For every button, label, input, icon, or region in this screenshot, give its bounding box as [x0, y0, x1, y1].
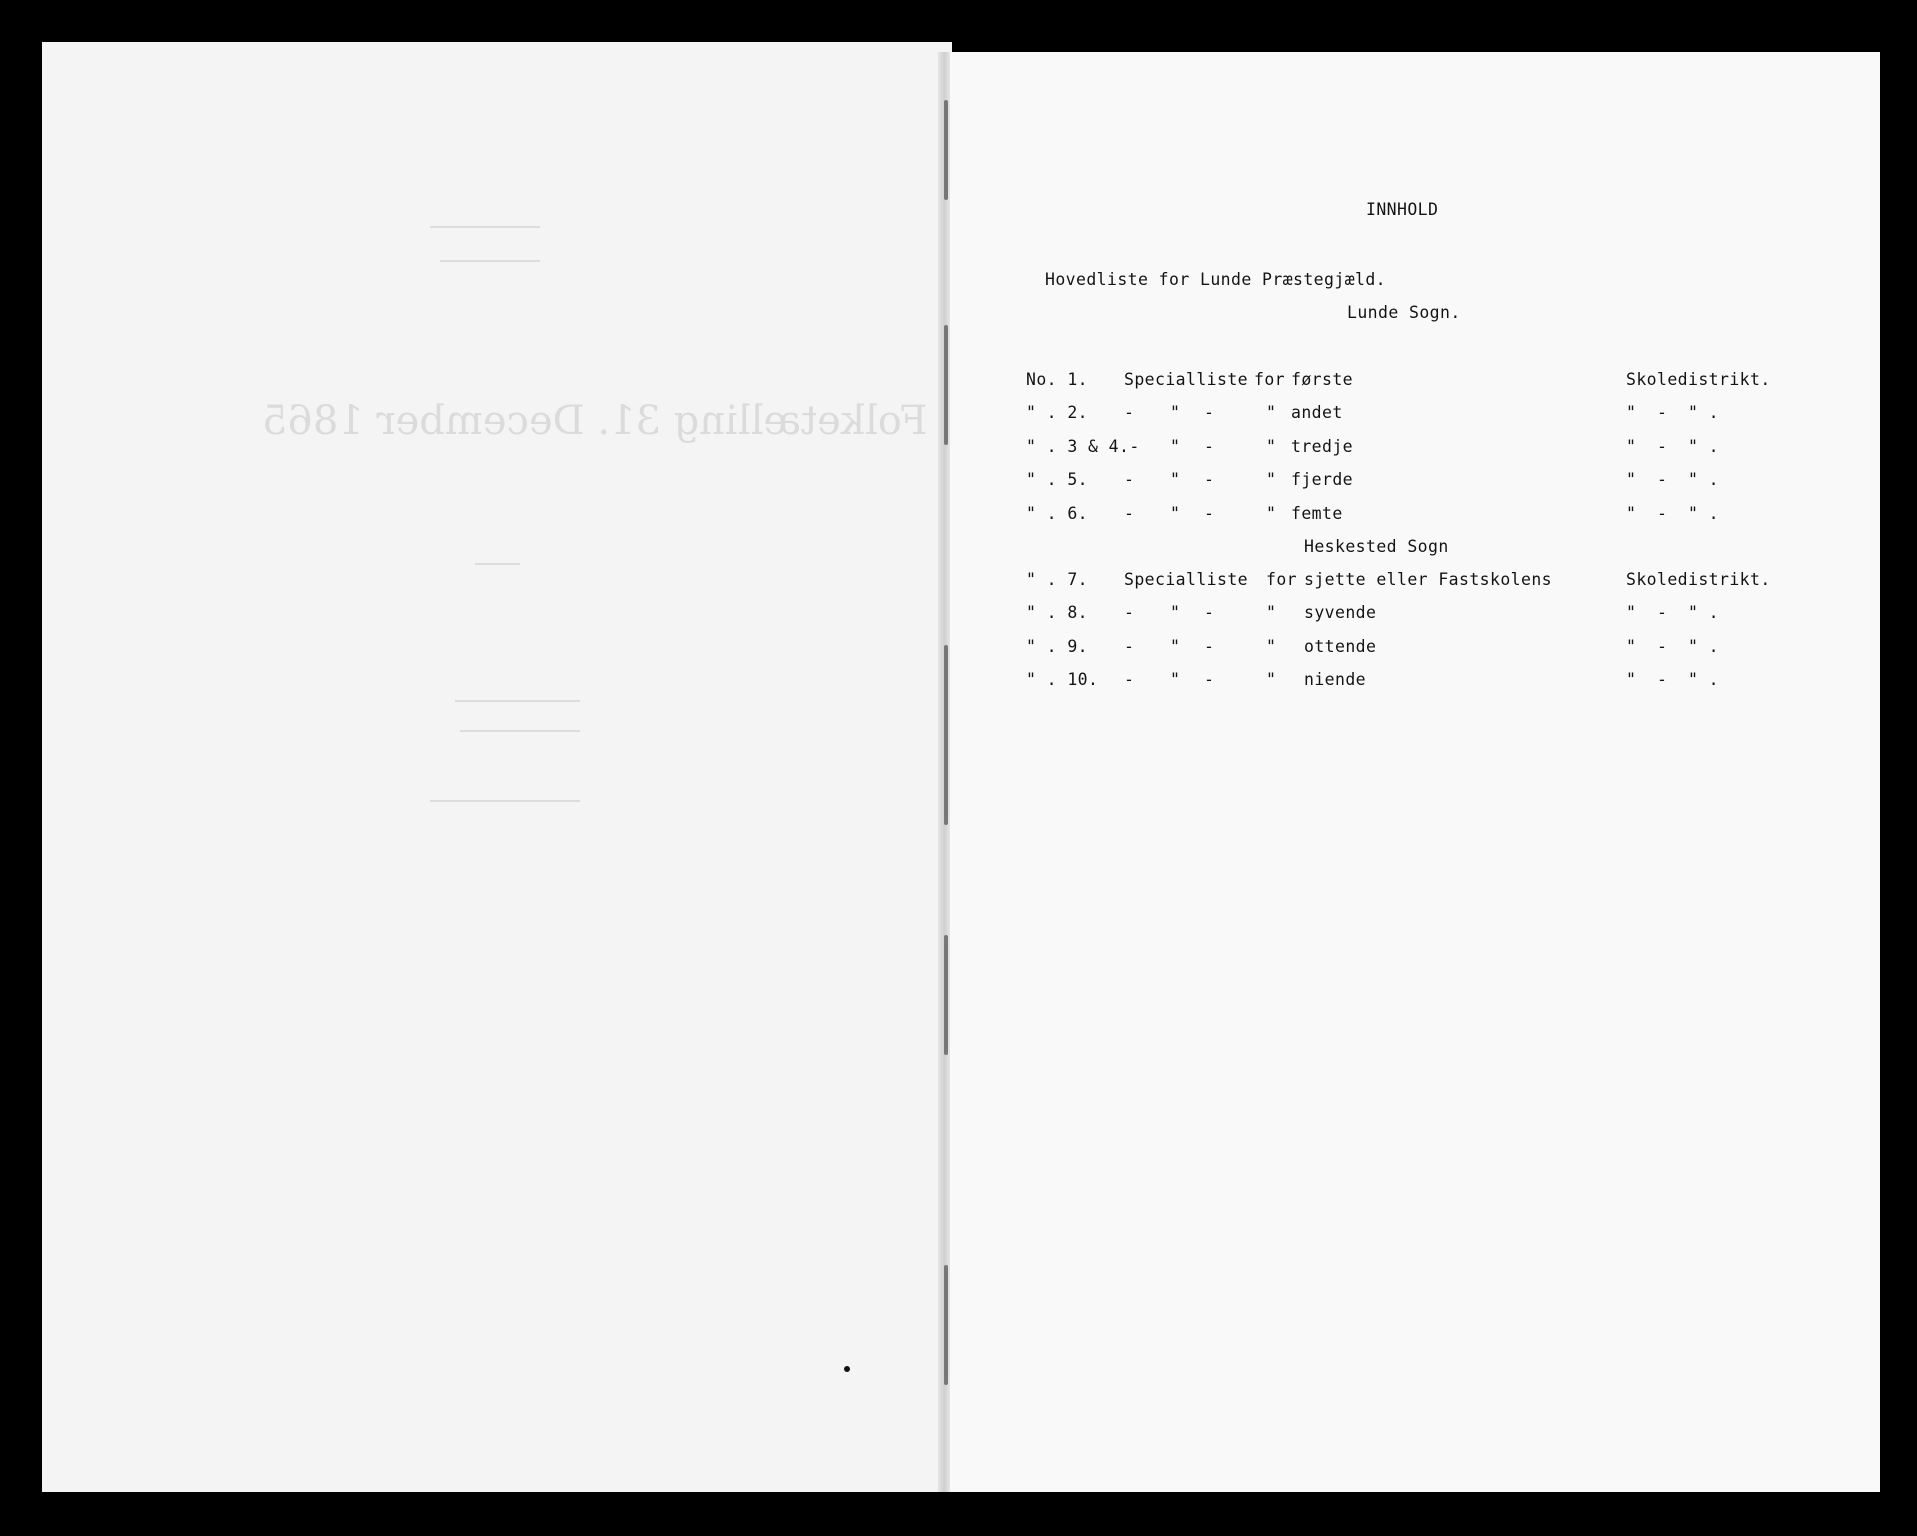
dash-mark: - — [1204, 603, 1215, 622]
school-district: Skoledistrikt. — [1626, 570, 1771, 589]
for-label: " — [1266, 403, 1277, 422]
ordinal: niende — [1304, 670, 1367, 689]
list-type: - — [1124, 670, 1135, 689]
list-type: Specialliste — [1124, 370, 1249, 389]
list-number: " . 10. — [1026, 670, 1099, 689]
right-page — [950, 52, 1880, 1492]
for-label: " — [1266, 504, 1277, 523]
ordinal: syvende — [1304, 603, 1377, 622]
ordinal: andet — [1291, 403, 1343, 422]
ditto-mark: " — [1170, 470, 1181, 489]
dash-mark: - — [1204, 470, 1215, 489]
main-list-title: Hovedliste for Lunde Præstegjæld. — [1045, 270, 1387, 289]
for-label: " — [1266, 470, 1277, 489]
list-number: " . 6. — [1026, 504, 1089, 523]
school-district: " - " . — [1626, 470, 1720, 489]
list-type: - — [1124, 637, 1135, 656]
ditto-mark: " — [1170, 603, 1181, 622]
binding-clip — [944, 325, 948, 445]
faint-line — [440, 260, 540, 262]
school-district: " - " . — [1626, 403, 1720, 422]
for-label: for — [1266, 570, 1298, 589]
list-number: " . 3 & 4.- — [1026, 437, 1140, 456]
binding-clip — [944, 645, 948, 825]
school-district: " - " . — [1626, 670, 1720, 689]
dash-mark: - — [1204, 403, 1215, 422]
parish-heading: Lunde Sogn. — [1347, 303, 1461, 322]
dash-mark: - — [1204, 504, 1215, 523]
ordinal: femte — [1291, 504, 1343, 523]
school-district: " - " . — [1626, 637, 1720, 656]
list-number: No. 1. — [1026, 370, 1089, 389]
school-district: " - " . — [1626, 504, 1720, 523]
ordinal: tredje — [1291, 437, 1354, 456]
faint-line — [460, 730, 580, 732]
parish-heading: Heskested Sogn — [1304, 537, 1449, 556]
list-number: " . 2. — [1026, 403, 1089, 422]
ordinal: første — [1291, 370, 1354, 389]
school-district: Skoledistrikt. — [1626, 370, 1771, 389]
ordinal: sjette eller Fastskolens — [1304, 570, 1553, 589]
list-type: - — [1124, 403, 1135, 422]
list-type: - — [1124, 603, 1135, 622]
for-label: for — [1254, 370, 1286, 389]
faint-line — [430, 800, 580, 802]
ordinal: fjerde — [1291, 470, 1354, 489]
faint-line — [430, 226, 540, 228]
for-label: " — [1266, 437, 1277, 456]
ordinal: ottende — [1304, 637, 1377, 656]
ditto-mark: " — [1170, 504, 1181, 523]
binding-clip — [944, 1265, 948, 1385]
ditto-mark: " — [1170, 670, 1181, 689]
for-label: " — [1266, 603, 1277, 622]
list-type: Specialliste — [1124, 570, 1249, 589]
list-number: " . 5. — [1026, 470, 1089, 489]
faint-line — [475, 563, 520, 565]
list-number: " . 8. — [1026, 603, 1089, 622]
ditto-mark: " — [1170, 637, 1181, 656]
binding-clip — [944, 935, 948, 1055]
school-district: " - " . — [1626, 437, 1720, 456]
list-type: - — [1124, 470, 1135, 489]
ditto-mark: " — [1170, 437, 1181, 456]
list-number: " . 9. — [1026, 637, 1089, 656]
faint-show-through-title: Folketælling 31. December 1865 — [262, 398, 928, 444]
for-label: " — [1266, 670, 1277, 689]
page-heading: INNHOLD — [1366, 200, 1439, 219]
dash-mark: - — [1204, 670, 1215, 689]
ink-speck — [844, 1366, 850, 1372]
ditto-mark: " — [1170, 403, 1181, 422]
list-type: - — [1124, 504, 1135, 523]
list-number: " . 7. — [1026, 570, 1089, 589]
dash-mark: - — [1204, 437, 1215, 456]
dash-mark: - — [1204, 637, 1215, 656]
binding-clip — [944, 100, 948, 200]
for-label: " — [1266, 637, 1277, 656]
school-district: " - " . — [1626, 603, 1720, 622]
faint-line — [455, 700, 580, 702]
